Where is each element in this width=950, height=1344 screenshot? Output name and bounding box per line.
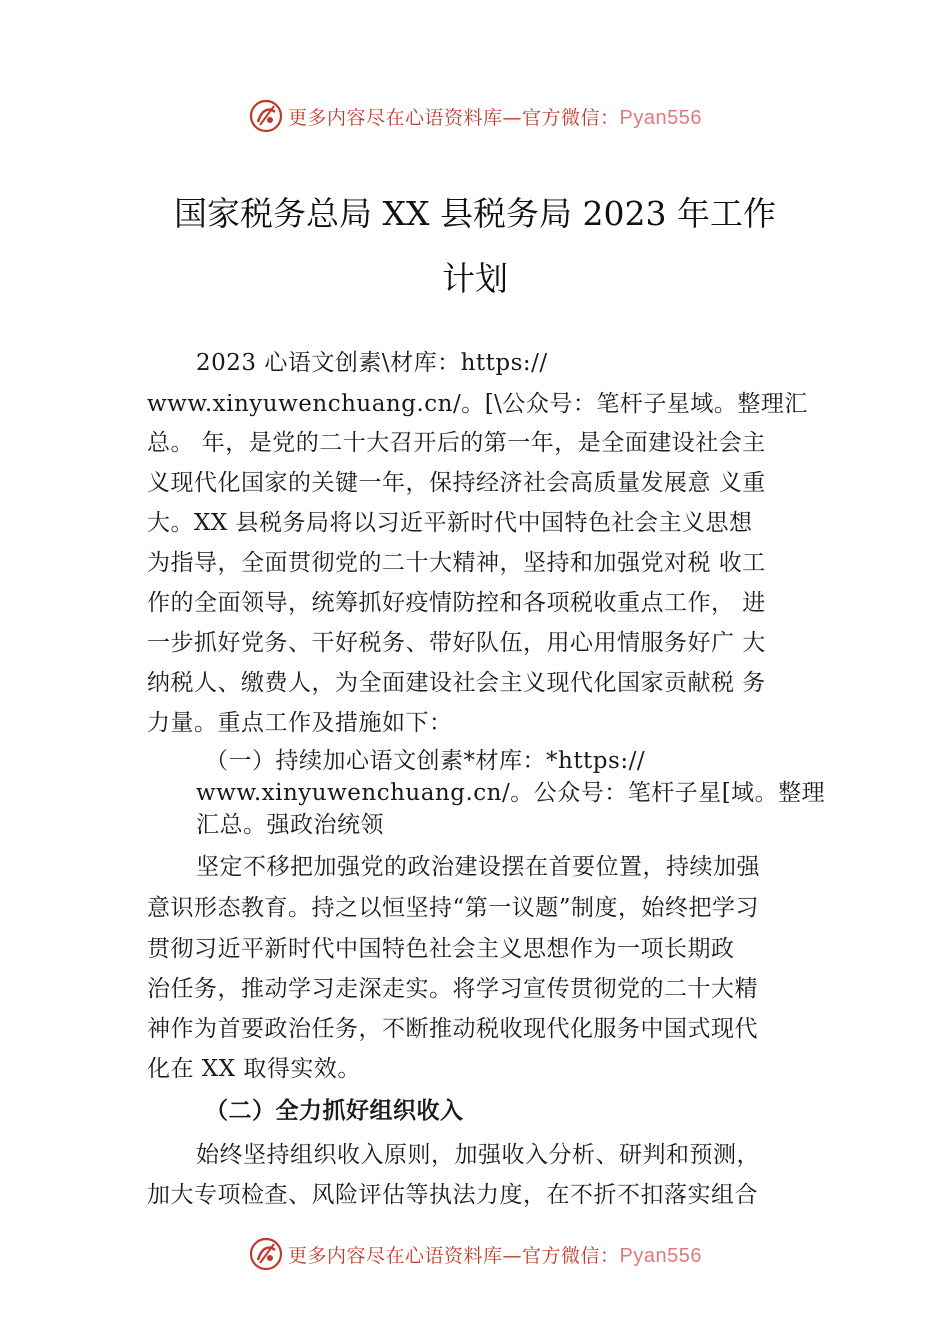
banner-main-text: 更多内容尽在心语资料库 <box>288 1244 503 1267</box>
section-2-heading: （二）全力抓好组织收入 <box>205 1097 464 1124</box>
footer-banner <box>0 1234 950 1274</box>
banner-wechat-label: 官方微信： <box>522 1244 620 1267</box>
banner-main-text: 更多内容尽在心语资料库 <box>288 106 503 129</box>
section-1-body-line: 神作为首要政治任务，不断推动税收现代化服务中国式现代 <box>147 1016 758 1042</box>
intro-line: 2023 心语文创素\材库：https:// <box>196 350 548 376</box>
banner-dash: — <box>502 106 523 129</box>
intro-line: 总。 年，是党的二十大召开后的第一年，是全面建设社会主 <box>147 430 766 456</box>
banner-dash: — <box>502 1244 523 1267</box>
banner-text <box>288 103 702 130</box>
intro-line: 大。XX 县税务局将以习近平新时代中国特色社会主义思想 <box>147 510 753 536</box>
intro-line: 作的全面领导，统筹抓好疫情防控和各项税收重点工作， 进 <box>147 590 766 616</box>
seal-logo-icon <box>248 98 284 134</box>
intro-line: 力量。重点工作及措施如下： <box>147 710 453 736</box>
section-2-body-line: 加大专项检查、风险评估等执法力度，在不折不扣落实组合 <box>147 1182 758 1208</box>
intro-line: 义现代化国家的关键一年，保持经济社会高质量发展意 义重 <box>147 470 766 496</box>
intro-line: 纳税人、缴费人，为全面建设社会主义现代化国家贡献税 务 <box>147 670 766 696</box>
banner-text <box>288 1241 702 1268</box>
intro-line: 为指导，全面贯彻党的二十大精神，坚持和加强党对税 收工 <box>147 550 766 576</box>
section-1-heading: （一）持续加心语文创素*材库：*https:// <box>205 748 646 774</box>
section-1-body-line: 贯彻习近平新时代中国特色社会主义思想作为一项长期政 <box>147 936 735 962</box>
section-1-body-line: 坚定不移把加强党的政治建设摆在首要位置，持续加强 <box>196 854 760 880</box>
section-1-heading: 汇总。强政治统领 <box>196 812 384 838</box>
section-1-body-line: 化在 XX 取得实效。 <box>147 1056 361 1082</box>
seal-logo-icon <box>248 1236 284 1272</box>
section-1-heading: www.xinyuwenchuang.cn/。公众号：笔杆子星[域。整理 <box>196 780 826 806</box>
section-1-body-line: 治任务，推动学习走深走实。将学习宣传贯彻党的二十大精 <box>147 976 758 1002</box>
header-banner <box>0 96 950 136</box>
banner-wechat-id: Pyan556 <box>619 1244 702 1267</box>
intro-line: 一步抓好党务、干好税务、带好队伍，用心用情服务好广 大 <box>147 630 766 656</box>
document-title-line-1: 国家税务总局 XX 县税务局 2023 年工作 <box>174 194 776 233</box>
section-2-body-line: 始终坚持组织收入原则，加强收入分析、研判和预测， <box>196 1142 760 1168</box>
banner-wechat-label: 官方微信： <box>522 106 620 129</box>
banner-wechat-id: Pyan556 <box>619 106 702 129</box>
intro-line: www.xinyuwenchuang.cn/。[\公众号：笔杆子星域。整理汇 <box>147 391 808 417</box>
section-1-body-line: 意识形态教育。持之以恒坚持“第一议题”制度，始终把学习 <box>147 895 760 921</box>
document-title-line-2: 计划 <box>442 259 508 298</box>
